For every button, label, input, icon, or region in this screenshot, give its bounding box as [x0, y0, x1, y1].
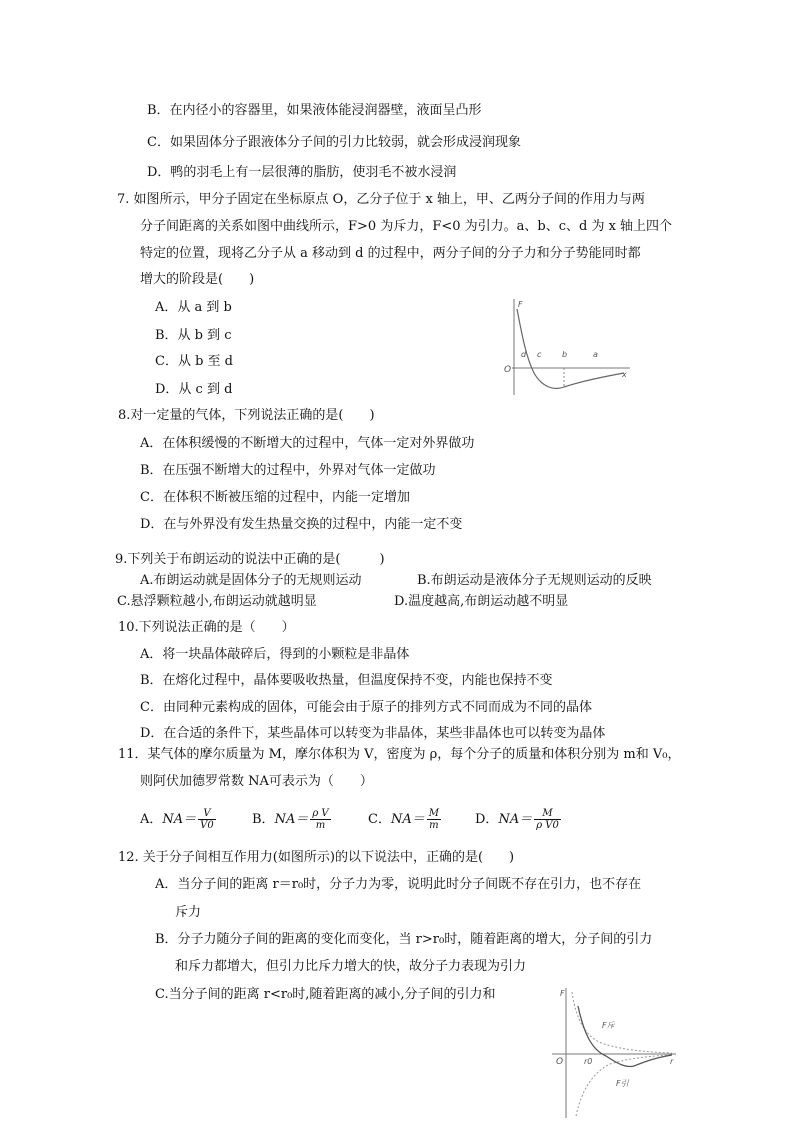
q7-stem-line1: 7. 如图所示，甲分子固定在坐标原点 O，乙分子位于 x 轴上，甲、乙两分子间的作用力与两: [117, 192, 645, 207]
q6-option-d: D．鸭的羽毛上有一层很薄的脂肪，使羽毛不被水浸润: [147, 165, 457, 180]
q7-option-d: D．从 c 到 d: [155, 382, 233, 397]
q7-stem-line4: 增大的阶段是( ): [140, 272, 255, 287]
q9-option-d: D.温度越高,布朗运动越不明显: [394, 594, 569, 609]
q11-option-c-lhs: NA＝: [390, 812, 425, 827]
q12-f-repulsive-label: F斥: [602, 1021, 615, 1030]
q7-axis-label-y: F: [518, 300, 523, 309]
q12-option-a-line1: A．当分子间的距离 r＝r₀时，分子力为零，说明此时分子间既不存在引力，也不存在: [155, 877, 642, 892]
q11-option-c-fraction: [427, 808, 441, 831]
q7-option-c: C．从 b 至 d: [155, 354, 233, 369]
q11-option-d-letter: D．: [475, 812, 499, 827]
q12-axis-label-y: F: [560, 989, 565, 998]
q12-origin-label: O: [556, 1057, 564, 1067]
q12-stem: 12. 关于分子间相互作用力(如图所示)的以下说法中，正确的是( ): [118, 850, 515, 865]
q7-point-a: a: [593, 350, 598, 359]
q12-option-b-line1: B．分子力随分子间的距离的变化而变化，当 r>r₀时，随着距离的增大，分子间的引力: [155, 932, 653, 947]
q7-option-a: A．从 a 到 b: [155, 300, 232, 315]
q7-axis-label-x: x: [622, 370, 627, 379]
q8-option-d: D．在与外界没有发生热量交换的过程中，内能一定不变: [140, 517, 463, 532]
q12-f-attractive-label: F引: [616, 1079, 629, 1088]
q10-option-d: D．在合适的条件下，某些晶体可以转变为非晶体，某些非晶体也可以转变为晶体: [140, 726, 606, 741]
q11-option-d-lhs: NA＝: [498, 812, 533, 827]
q11-stem-line1: 11．某气体的摩尔质量为 M，摩尔体积为 V，密度为 ρ，每个分子的质量和体积分别为 m和 V₀，: [118, 747, 681, 762]
q10-stem: 10.下列说法正确的是（ ）: [118, 620, 295, 635]
q11-option-b-fraction: [310, 808, 330, 831]
q11-option-d-fraction: [534, 808, 561, 831]
q10-option-a: A．将一块晶体敲碎后，得到的小颗粒是非晶体: [140, 647, 410, 662]
q11-option-c-numerator: M: [428, 808, 439, 819]
q7-point-b: b: [562, 350, 568, 359]
q11-option-d-numerator: M: [534, 808, 561, 820]
q9-option-c: C.悬浮颗粒越小,布朗运动就越明显: [117, 594, 317, 609]
q11-option-a-denominator: V0: [200, 820, 214, 831]
q8-option-c: C．在体积不断被压缩的过程中，内能一定增加: [140, 490, 410, 505]
q12-molecular-force-graph: [548, 984, 680, 1120]
q11-stem-line2: 则阿伏加德罗常数 NA可表示为（ ）: [140, 774, 373, 789]
q8-option-a: A．在体积缓慢的不断增大的过程中，气体一定对外界做功: [140, 436, 475, 451]
q12-option-b-line2: 和斥力都增大，但引力比斥力增大的快，故分子力表现为引力: [175, 959, 527, 974]
q6-option-c: C．如果固体分子跟液体分子间的引力比较弱，就会形成浸润现象: [147, 135, 521, 150]
q11-option-d-denominator: ρ V0: [536, 820, 559, 831]
q8-option-b: B．在压强不断增大的过程中，外界对气体一定做功: [140, 463, 436, 478]
q9-option-b: B.布朗运动是液体分子无规则运动的反映: [417, 573, 652, 588]
q10-option-c: C．由同种元素构成的固体，可能会由于原子的排列方式不同而成为不同的晶体: [140, 700, 592, 715]
q12-axis-label-x: r: [670, 1057, 674, 1066]
q11-option-c-letter: C．: [368, 812, 391, 827]
q11-option-c: [368, 808, 443, 831]
q8-stem: 8.对一定量的气体，下列说法正确的是( ): [118, 408, 375, 423]
q6-option-b: B．在内径小的容器里，如果液体能浸润器壁，液面呈凸形: [147, 103, 482, 118]
q11-option-c-denominator: m: [429, 820, 439, 831]
q11-option-a-fraction: [198, 808, 216, 831]
q11-option-b-lhs: NA＝: [274, 812, 309, 827]
q10-option-b: B．在熔化过程中，晶体要吸收热量，但温度保持不变，内能也保持不变: [140, 673, 553, 688]
q7-origin-label: O: [504, 365, 512, 375]
q11-option-a: [140, 808, 218, 831]
q7-stem-line3: 特定的位置，现将乙分子从 a 移动到 d 的过程中，两分子间的分子力和分子势能同时都: [140, 246, 641, 261]
q11-option-b-denominator: m: [315, 820, 326, 831]
q11-option-b-letter: B．: [252, 812, 275, 827]
q12-option-c-line1: C.当分子间的距离 r<r₀时,随着距离的减小,分子间的引力和: [155, 987, 496, 1002]
q11-option-a-lhs: NA＝: [162, 812, 197, 827]
q9-stem: 9.下列关于布朗运动的说法中正确的是( ): [115, 552, 385, 567]
q12-repulsive-curve: [572, 992, 672, 1053]
q11-option-a-letter: A．: [140, 812, 163, 827]
q7-option-b: B．从 b 到 c: [155, 328, 232, 343]
q11-option-b-numerator: ρ V: [312, 808, 329, 819]
q7-stem-line2: 分子间距离的关系如图中曲线所示，F>0 为斥力，F<0 为引力。a、b、c、d 为 x 轴上四个: [140, 219, 673, 234]
q7-point-d: d: [521, 350, 527, 359]
q11-option-b: [252, 808, 333, 831]
q7-force-distance-graph: [498, 295, 634, 397]
q7-point-c: c: [537, 350, 542, 359]
q11-option-a-numerator: V: [198, 808, 216, 820]
q12-r0-label: r0: [584, 1057, 593, 1066]
q7-force-curve: [517, 309, 624, 388]
q9-option-a: A.布朗运动就是固体分子的无规则运动: [140, 573, 362, 588]
q12-option-a-line2: 斥力: [175, 905, 202, 920]
q11-option-d: [475, 808, 563, 831]
